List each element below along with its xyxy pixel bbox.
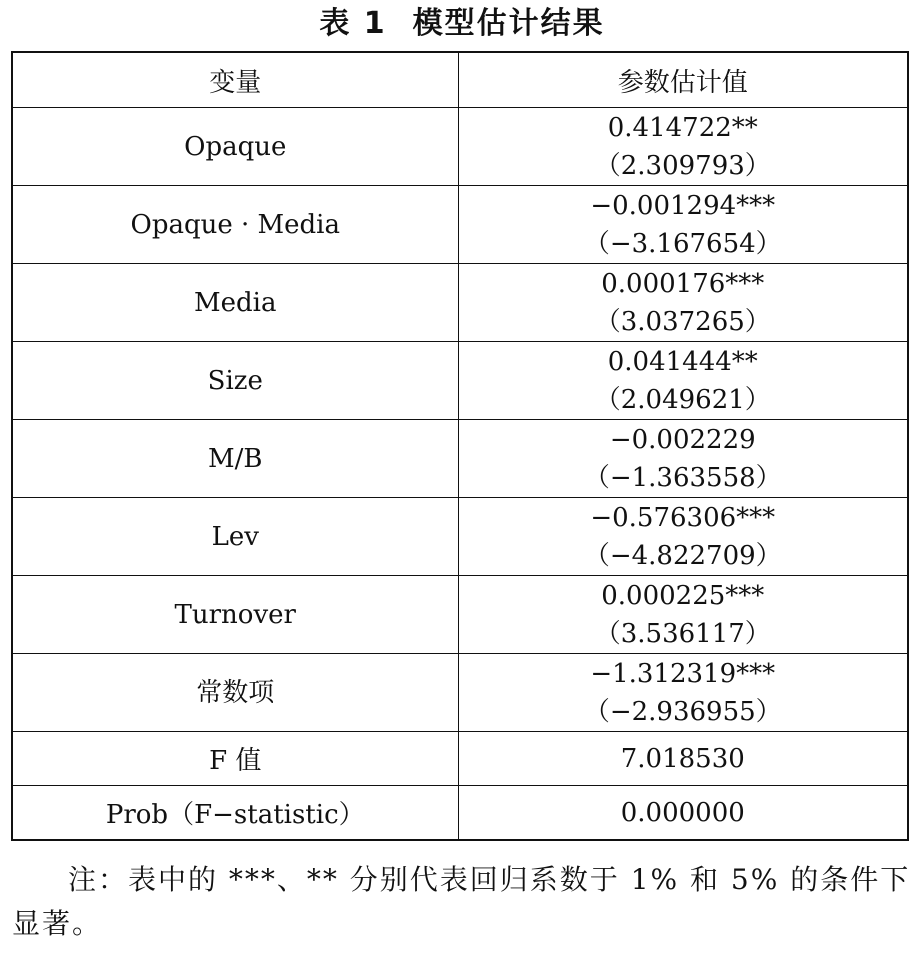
table-row [12, 420, 908, 498]
estimate-cell [458, 576, 908, 654]
summary-row-f-value [12, 732, 908, 786]
coefficient-value: −0.576306*** [590, 502, 776, 533]
coefficient-value: 0.041444** [607, 346, 758, 377]
summary-value: 7.018530 [458, 732, 908, 786]
table-row [12, 342, 908, 420]
variable-cell: Lev [12, 498, 458, 576]
table-row [12, 654, 908, 732]
estimate-cell [458, 264, 908, 342]
coefficient-value: 0.414722** [607, 112, 758, 143]
estimate-cell [458, 108, 908, 186]
table-header-row [12, 52, 908, 108]
t-statistic-value: （3.536117） [594, 618, 771, 649]
header-variable: 变量 [12, 52, 458, 108]
header-estimate: 参数估计值 [458, 52, 908, 108]
t-statistic-value: （−4.822709） [583, 540, 782, 571]
summary-row-prob [12, 786, 908, 841]
table-row [12, 108, 908, 186]
estimate-cell [458, 498, 908, 576]
t-statistic-value: （3.037265） [594, 306, 771, 337]
variable-cell: Media [12, 264, 458, 342]
variable-cell: Opaque [12, 108, 458, 186]
t-statistic-value: （−2.936955） [583, 696, 782, 727]
t-statistic-value: （2.309793） [594, 150, 771, 181]
t-statistic-value: （−3.167654） [583, 228, 782, 259]
variable-cell: Size [12, 342, 458, 420]
coefficient-value: −0.002229 [609, 424, 756, 455]
summary-value: 0.000000 [458, 786, 908, 841]
estimate-cell [458, 186, 908, 264]
coefficient-value: 0.000176*** [601, 268, 765, 299]
table-caption: 模型估计结果 [412, 6, 605, 41]
table-row [12, 264, 908, 342]
variable-cell: Turnover [12, 576, 458, 654]
variable-cell: M/B [12, 420, 458, 498]
table-title [0, 4, 924, 44]
table-row [12, 186, 908, 264]
variable-cell: 常数项 [12, 654, 458, 732]
variable-cell: Opaque · Media [12, 186, 458, 264]
t-statistic-value: （−1.363558） [583, 462, 782, 493]
table-row [12, 498, 908, 576]
estimate-cell [458, 654, 908, 732]
table-number: 表 1 [319, 6, 387, 41]
variable-cell: Prob（F−statistic） [12, 786, 458, 841]
table-footnote: 注：表中的 ***、** 分别代表回归系数于 1% 和 5% 的条件下显著。 [12, 863, 911, 940]
estimate-cell [458, 420, 908, 498]
variable-cell: F 值 [12, 732, 458, 786]
coefficient-value: 0.000225*** [601, 580, 765, 611]
coefficient-value: −1.312319*** [590, 658, 776, 689]
estimate-cell [458, 342, 908, 420]
table-row [12, 576, 908, 654]
results-table [11, 51, 909, 841]
coefficient-value: −0.001294*** [590, 190, 776, 221]
t-statistic-value: （2.049621） [594, 384, 771, 415]
